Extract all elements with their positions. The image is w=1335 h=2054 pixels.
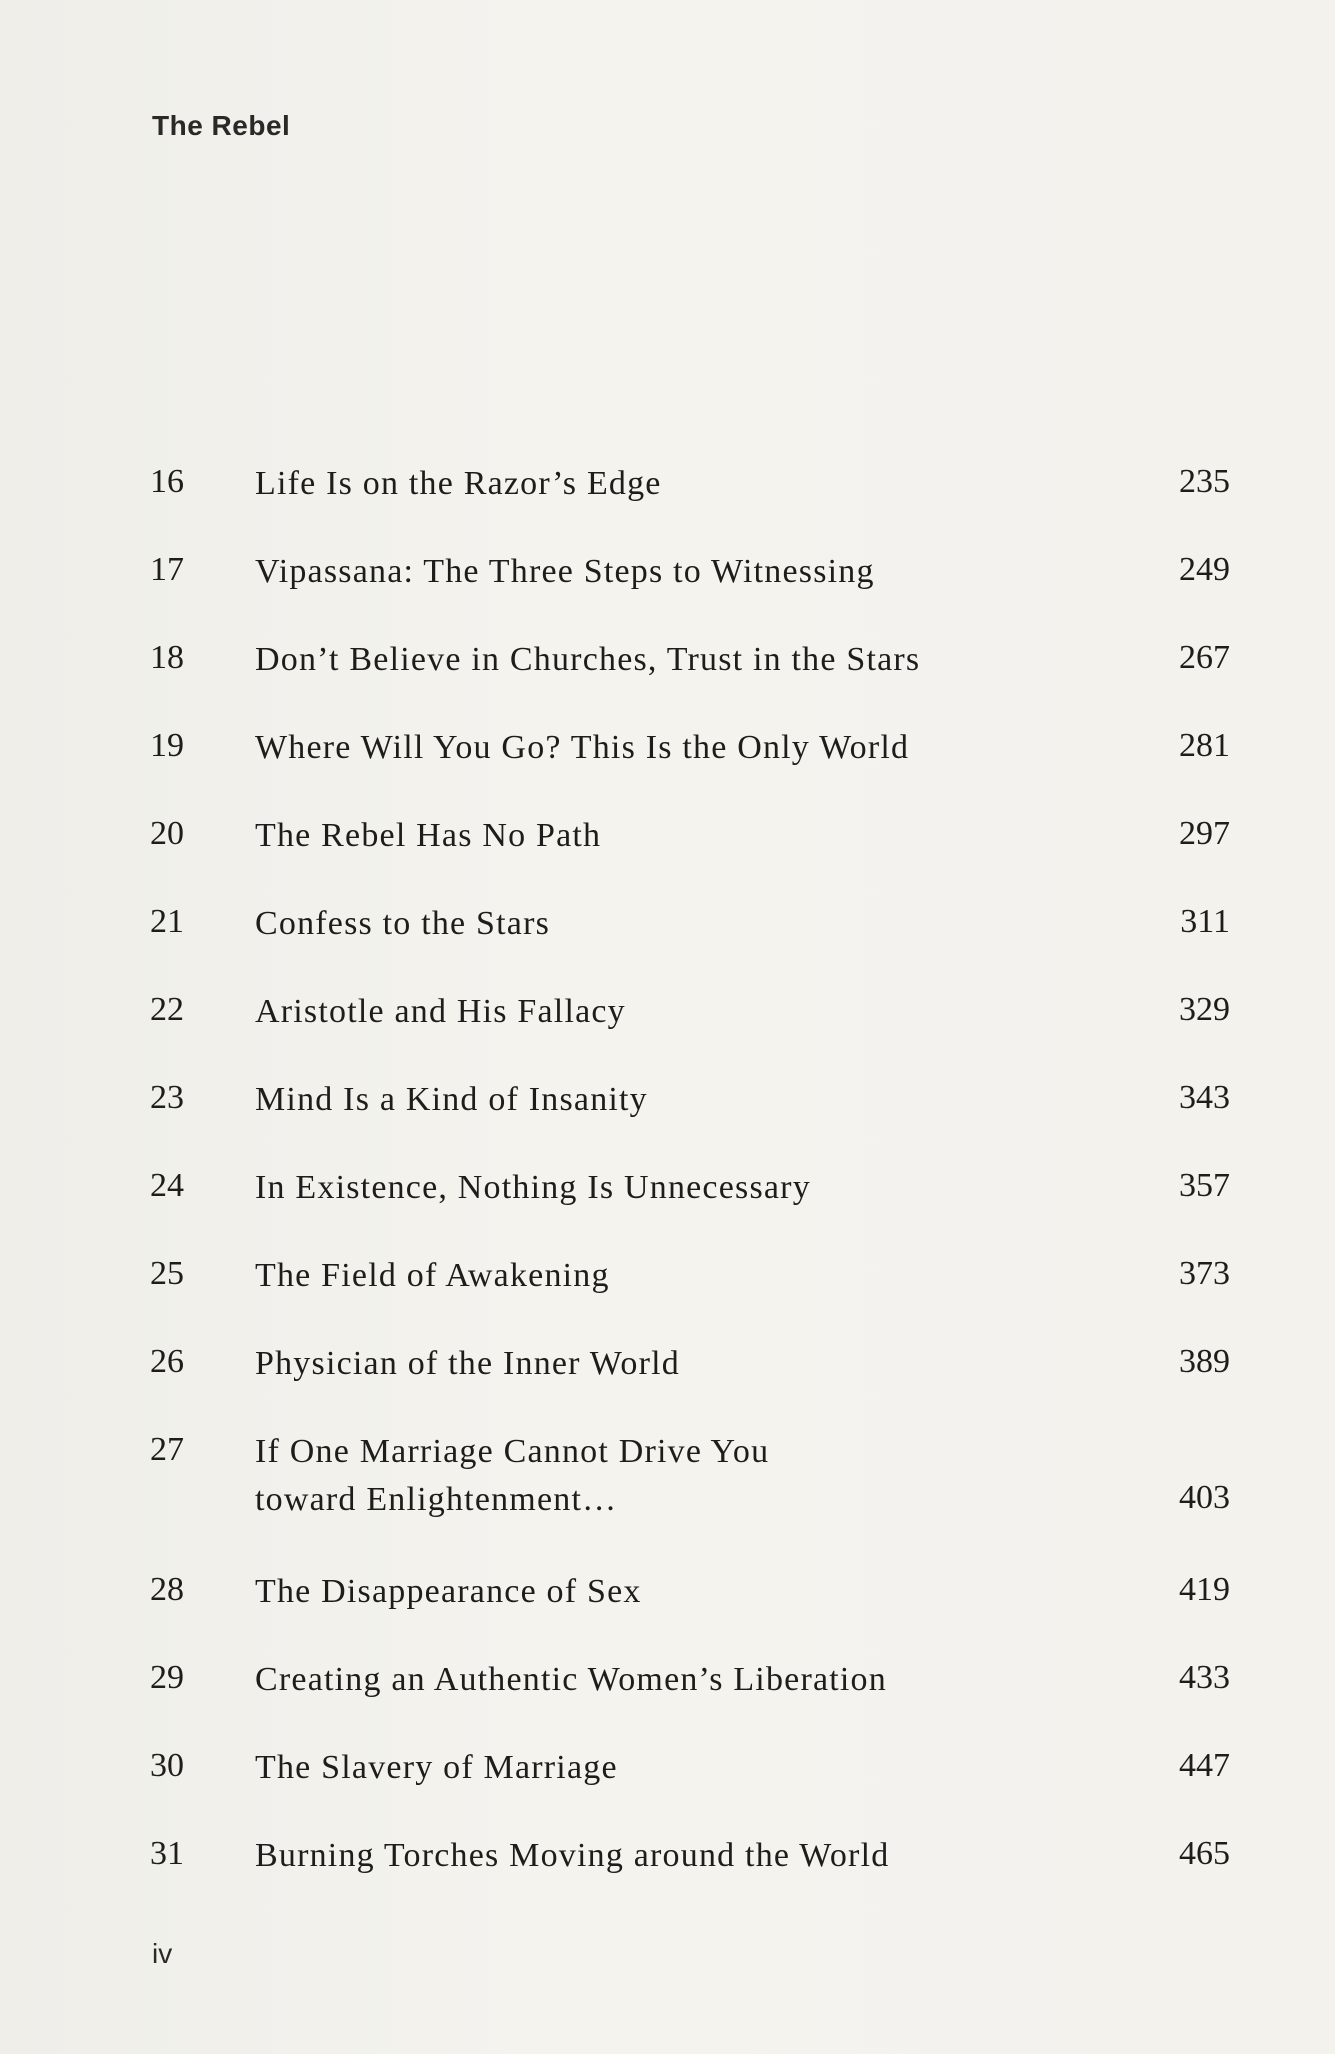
chapter-number: 22: [150, 991, 184, 1028]
chapter-title: The Disappearance of Sex: [255, 1573, 642, 1610]
chapter-number: 19: [150, 727, 184, 764]
chapter-number: 20: [150, 815, 184, 852]
chapter-number: 17: [150, 551, 184, 588]
chapter-title: Confess to the Stars: [255, 905, 551, 942]
page-number: 329: [1179, 991, 1230, 1028]
toc-entry: [150, 1076, 1230, 1164]
page-number: 373: [1179, 1255, 1230, 1292]
chapter-title: The Field of Awakening: [255, 1257, 610, 1294]
chapter-number: 27: [150, 1431, 184, 1468]
page-number: 389: [1179, 1343, 1230, 1380]
chapter-title: The Slavery of Marriage: [255, 1749, 618, 1786]
toc-entry: [150, 1340, 1230, 1428]
toc-entry: [150, 900, 1230, 988]
page-number: 403: [1179, 1479, 1230, 1516]
page-number: 235: [1179, 463, 1230, 500]
chapter-title-line: If One Marriage Cannot Drive You: [255, 1433, 770, 1470]
toc-entry: [150, 812, 1230, 900]
page-number: 447: [1179, 1747, 1230, 1784]
toc-entry: [150, 636, 1230, 724]
toc-entry: [150, 1252, 1230, 1340]
chapter-title: Mind Is a Kind of Insanity: [255, 1081, 648, 1118]
chapter-number: 30: [150, 1747, 184, 1784]
chapter-number: 29: [150, 1659, 184, 1696]
page-number: 419: [1179, 1571, 1230, 1608]
chapter-title: In Existence, Nothing Is Unnecessary: [255, 1169, 811, 1206]
page-number: 357: [1179, 1167, 1230, 1204]
page-number: 465: [1179, 1835, 1230, 1872]
chapter-title: Burning Torches Moving around the World: [255, 1837, 890, 1874]
page-number: 433: [1179, 1659, 1230, 1696]
chapter-title: Where Will You Go? This Is the Only World: [255, 729, 910, 766]
toc-entry: [150, 1568, 1230, 1656]
toc-entry: [150, 1744, 1230, 1832]
chapter-number: 23: [150, 1079, 184, 1116]
chapter-title: Creating an Authentic Women’s Liberation: [255, 1661, 887, 1698]
chapter-title: [255, 1428, 1105, 1524]
chapter-number: 21: [150, 903, 184, 940]
toc-entry: [150, 1164, 1230, 1252]
toc-entry: [150, 1428, 1230, 1568]
toc-entry: [150, 988, 1230, 1076]
chapter-number: 16: [150, 463, 184, 500]
chapter-title: Don’t Believe in Churches, Trust in the Stars: [255, 641, 921, 678]
page-number: 343: [1179, 1079, 1230, 1116]
page-number: 281: [1179, 727, 1230, 764]
chapter-number: 28: [150, 1571, 184, 1608]
chapter-title: Physician of the Inner World: [255, 1345, 680, 1382]
chapter-number: 24: [150, 1167, 184, 1204]
toc-entry: [150, 460, 1230, 548]
chapter-title: Life Is on the Razor’s Edge: [255, 465, 662, 502]
chapter-title-line: toward Enlightenment…: [255, 1481, 618, 1518]
toc-entry: [150, 1832, 1230, 1920]
page-folio: iv: [152, 1938, 173, 1969]
chapter-title: Aristotle and His Fallacy: [255, 993, 626, 1030]
table-of-contents: [150, 460, 1230, 1920]
toc-entry: [150, 548, 1230, 636]
chapter-number: 31: [150, 1835, 184, 1872]
page-number: 297: [1179, 815, 1230, 852]
toc-entry: [150, 1656, 1230, 1744]
chapter-number: 26: [150, 1343, 184, 1380]
page-number: 267: [1179, 639, 1230, 676]
running-head: The Rebel: [152, 110, 291, 141]
page-number: 311: [1180, 903, 1230, 940]
chapter-number: 18: [150, 639, 184, 676]
chapter-title: Vipassana: The Three Steps to Witnessing: [255, 553, 875, 590]
toc-entry: [150, 724, 1230, 812]
page-number: 249: [1179, 551, 1230, 588]
chapter-title: The Rebel Has No Path: [255, 817, 602, 854]
chapter-number: 25: [150, 1255, 184, 1292]
